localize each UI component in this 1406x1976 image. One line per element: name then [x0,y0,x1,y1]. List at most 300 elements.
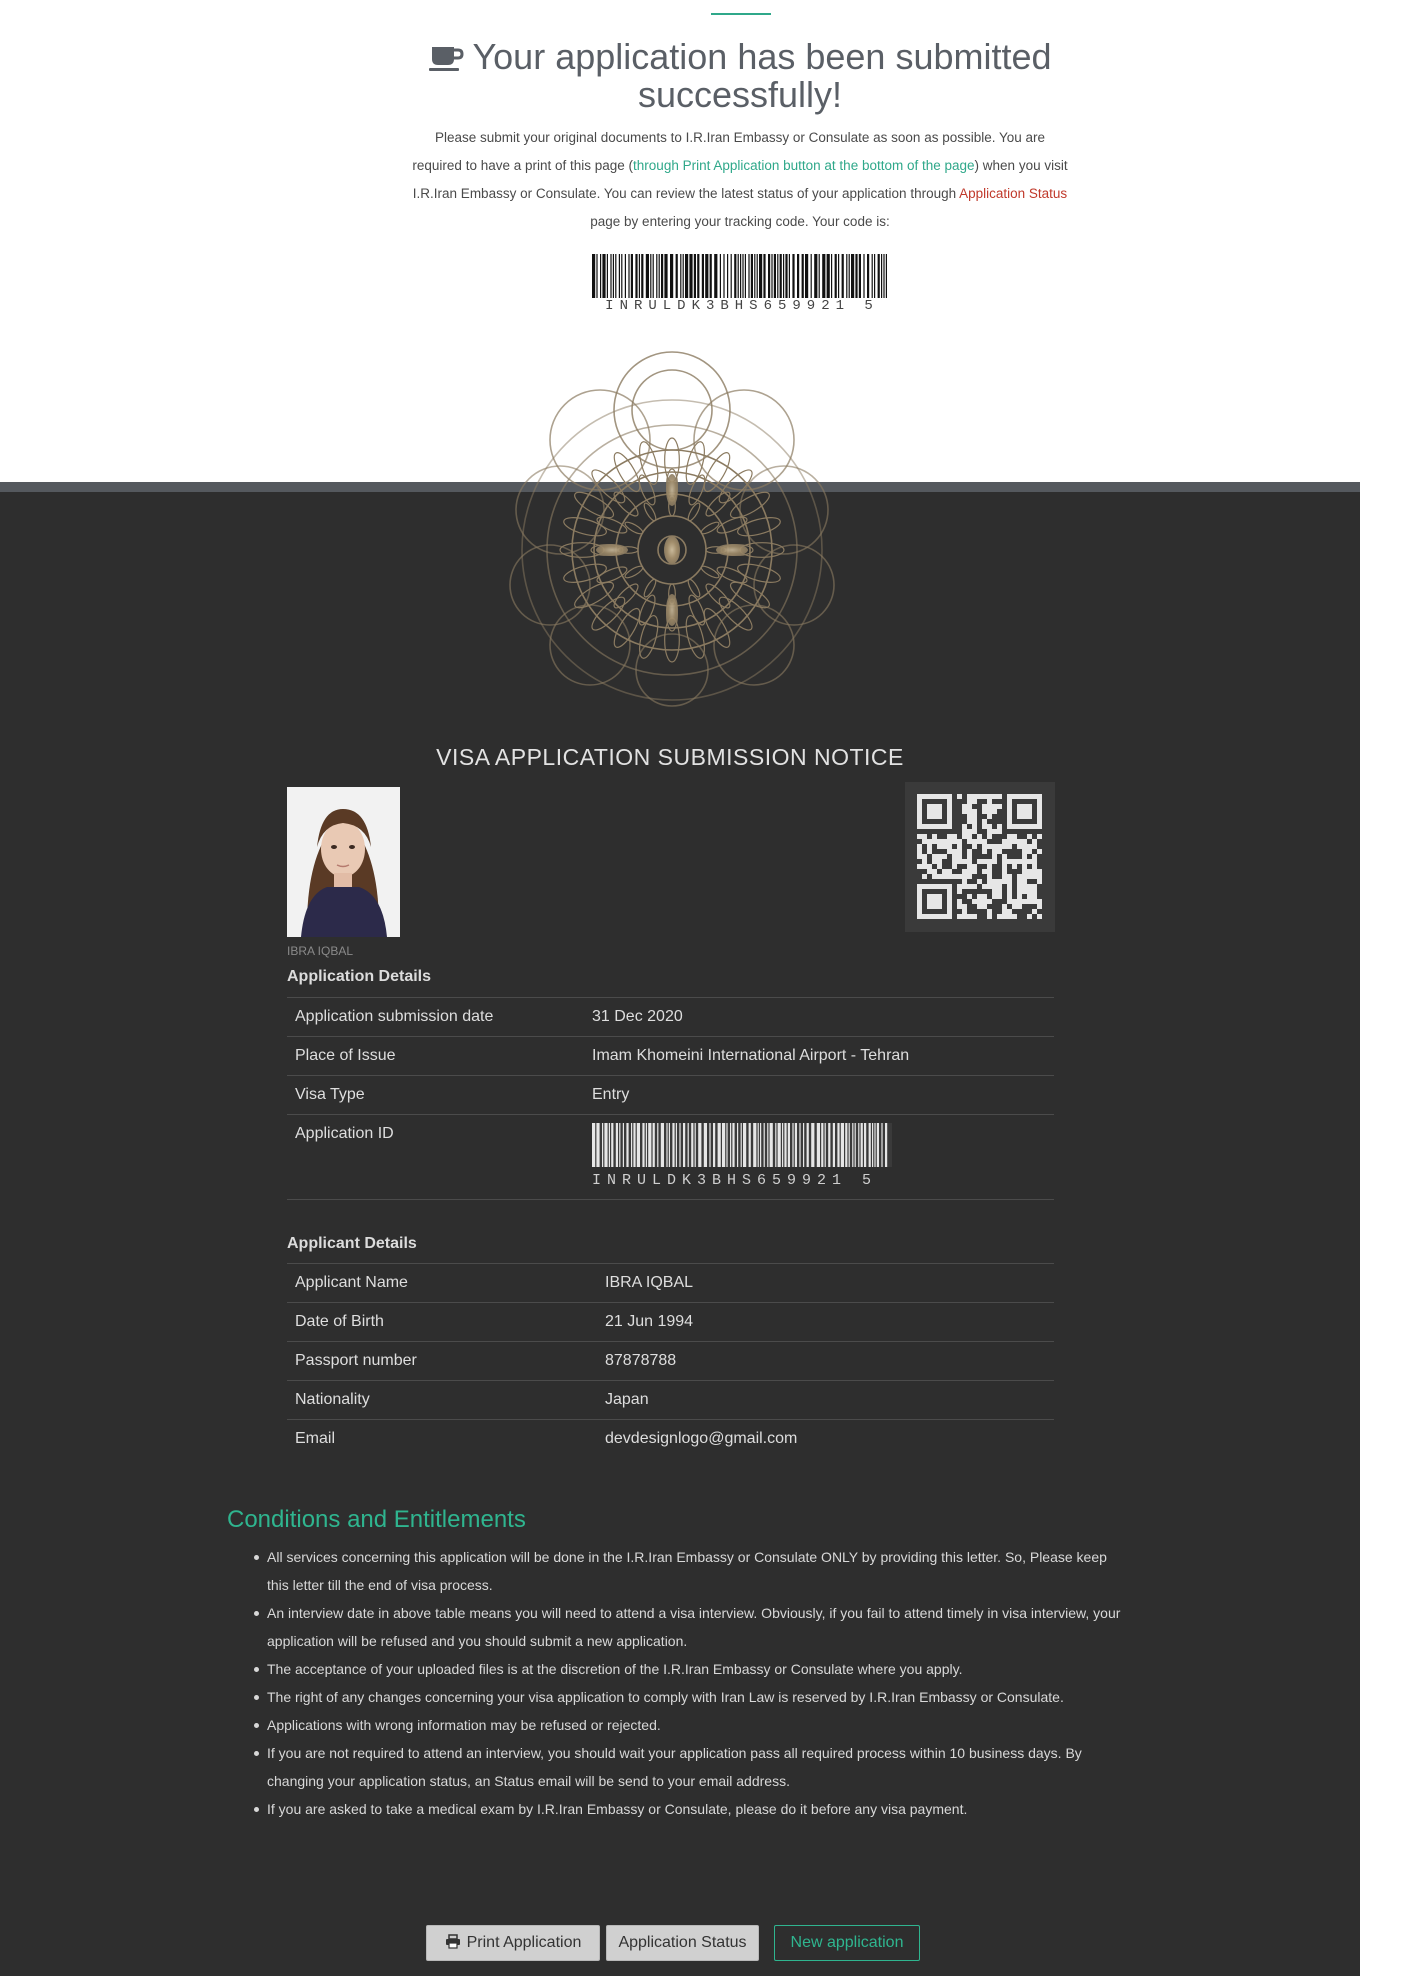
qr-module [927,869,932,874]
qr-module [992,894,997,899]
qr-module [1017,899,1022,904]
qr-module [962,809,967,814]
barcode-bar [852,1123,853,1167]
row-value: Japan [605,1391,649,1408]
barcode-bar [799,1123,800,1167]
qr-module [1012,914,1017,919]
qr-module [942,874,947,879]
barcode-bar [805,254,808,298]
barcode-bar [659,254,660,298]
qr-module [947,849,952,854]
qr-module [952,834,957,839]
qr-module [1022,879,1027,884]
barcode-bar [619,254,620,298]
list-item: If you are asked to take a medical exam by I.R.Iran Embassy or Consulate, please do it before any visa payment. [267,1795,1127,1823]
barcode-bar [616,1123,618,1167]
barcode-bar [749,1123,751,1167]
qr-module [947,839,952,844]
barcode-bar [604,1123,607,1167]
application-status-button[interactable]: Application Status [606,1925,759,1961]
row-label: Nationality [295,1391,370,1408]
row-label: Passport number [295,1352,417,1369]
qr-module [942,839,947,844]
qr-module [1022,869,1027,874]
qr-module [952,859,957,864]
qr-module [997,824,1002,829]
barcode-bar [821,1123,823,1167]
row-value: Imam Khomeini International Airport - Tehran [592,1047,910,1064]
barcode-bar [621,254,622,298]
barcode-bar [833,1123,835,1167]
qr-module [987,884,992,889]
qr-module [992,794,997,799]
qr-module [962,859,967,864]
qr-module [967,894,972,899]
qr-module [992,829,997,834]
barcode-bar [656,254,657,298]
qr-module [1022,839,1027,844]
qr-module [952,839,957,844]
qr-module [1032,844,1037,849]
qr-module [1037,914,1042,919]
barcode-bar [631,1123,632,1167]
top-divider [711,13,771,15]
qr-module [962,904,967,909]
qr-module [1017,874,1022,879]
barcode-bar [741,1123,742,1167]
barcode-bar [743,1123,746,1167]
qr-module [1002,879,1007,884]
qr-module [1007,834,1012,839]
qr-module [967,839,972,844]
barcode-bar [680,254,681,298]
barcode-bar [740,254,741,298]
print-application-button[interactable] [426,1925,600,1961]
qr-module [1007,874,1012,879]
table-row [287,1420,1054,1459]
qr-module [972,864,977,869]
qr-module [917,854,922,859]
barcode-bar [822,254,825,298]
barcode-bar [626,1123,628,1167]
qr-module [1007,909,1012,914]
qr-module [982,869,987,874]
qr-module [987,874,992,879]
application-details-heading: Application Details [287,968,432,985]
barcode-bar [710,254,712,298]
qr-module [937,839,942,844]
qr-module [987,859,992,864]
qr-module [932,834,937,839]
barcode-bar [666,1123,667,1167]
qr-module [967,834,972,839]
qr-module [1017,889,1022,894]
barcode-bar [730,1123,731,1167]
qr-module [917,864,922,869]
barcode-bar [753,1123,756,1167]
qr-module [1027,894,1032,899]
application-status-link[interactable]: Application Status [959,186,1068,201]
barcode-bar [694,254,696,298]
qr-module [937,859,942,864]
barcode-bar [738,254,739,298]
conditions-list [267,1543,1127,1823]
qr-module [922,864,927,869]
qr-module [987,804,992,809]
barcode-bar [775,1123,776,1167]
list-item: The right of any changes concerning your visa application to comply with Iran Law is reserved by I.R.Iran Embassy or Consulate. [267,1683,1127,1711]
qr-module [982,839,987,844]
qr-module [1007,884,1012,889]
qr-module [967,884,972,889]
qr-module [982,804,987,809]
barcode-bar [697,254,699,298]
qr-module [967,819,972,824]
qr-module [1037,849,1042,854]
mandala-petal [686,502,702,523]
qr-module [922,854,927,859]
list-item: Applications with wrong information may be refused or rejected. [267,1711,1127,1739]
qr-module [957,914,962,919]
qr-module [957,889,962,894]
qr-module [977,904,982,909]
barcode-bar [683,1123,685,1167]
qr-module [992,889,997,894]
barcode-bar [727,254,728,298]
barcode-bar [596,1123,599,1167]
qr-module [1017,894,1022,899]
qr-module [1037,874,1042,879]
barcode-bar [764,1123,765,1167]
barcode-bar [723,254,724,298]
qr-module [962,834,967,839]
qr-module [937,874,942,879]
qr-module [1022,874,1027,879]
qr-module [1002,854,1007,859]
qr-module [967,814,972,819]
barcode-bar [792,1123,793,1167]
barcode-bar [774,254,776,298]
qr-module [982,849,987,854]
table-row [287,1076,1054,1115]
qr-module [932,854,937,859]
qr-module [952,849,957,854]
qr-module [987,809,992,814]
barcode-bar [855,254,857,298]
qr-module [972,884,977,889]
barcode-bar [863,254,864,298]
qr-module [972,844,977,849]
applicant-details-table [287,1263,1054,1459]
barcode-bar [709,1123,710,1167]
qr-module [1012,899,1017,904]
mandala-petal [611,489,641,519]
qr-module [967,794,972,799]
qr-module [967,799,972,804]
list-item: An interview date in above table means you will need to attend a visa interview. Obviously, if you fail to attend timely in visa interview, your application will be refused and you should submit a new application. [267,1599,1127,1655]
qr-module [1032,894,1037,899]
barcode-bar [718,1123,721,1167]
qr-module [977,894,982,899]
qr-module [992,849,997,854]
qr-module [1027,834,1032,839]
barcode-bar [751,254,753,298]
qr-module [962,909,967,914]
qr-module [982,819,987,824]
qr-module [1022,854,1027,859]
qr-module [932,839,937,844]
qr-module [967,874,972,879]
qr-module [992,884,997,889]
qr-module [987,834,992,839]
qr-module [1007,899,1012,904]
barcode-bar [702,254,704,298]
qr-module [982,809,987,814]
barcode-bar [767,1123,768,1167]
qr-module [952,854,957,859]
row-value: 31 Dec 2020 [592,1008,683,1025]
application-id-barcode [592,1123,892,1167]
barcode-bar [625,254,626,298]
print-button-label: Print Application [466,1934,582,1951]
qr-module [1017,844,1022,849]
row-label: Visa Type [295,1086,365,1103]
barcode-bar [849,1123,850,1167]
page-title [400,38,1080,114]
qr-module [952,864,957,869]
qr-module [1002,869,1007,874]
qr-module [1027,849,1032,854]
qr-module [1032,864,1037,869]
qr-module [982,904,987,909]
qr-module [957,874,962,879]
barcode-bar [731,254,732,298]
barcode-bar [885,1123,887,1167]
qr-module [1012,864,1017,869]
barcode-bar [770,1123,773,1167]
table-row [287,1342,1054,1381]
barcode-bar [691,1123,693,1167]
barcode-bar [661,254,663,298]
barcode-bar [754,254,755,298]
coffee-cup-icon [428,43,464,73]
barcode-bar [783,254,784,298]
barcode-bar [657,1123,658,1167]
barcode-bar [872,1123,873,1167]
qr-module [957,904,962,909]
notice-text-1: Please submit your original documents to I.R.Iran Embassy or Consulate as soon as possible. You are required to have a print of this page ( [412,130,1046,173]
barcode-bar [714,254,717,298]
qr-module [952,874,957,879]
qr-module [1002,859,1007,864]
barcode-bar [883,254,884,298]
barcode-bar [763,254,765,298]
barcode-bar [720,254,721,298]
qr-module [1027,859,1032,864]
barcode-bar [886,254,887,298]
barcode-bar [842,254,844,298]
qr-module [1032,869,1037,874]
application-details-table [287,997,1054,1200]
qr-module [957,859,962,864]
barcode-bar [759,254,762,298]
qr-module [957,854,962,859]
qr-module [1002,904,1007,909]
qr-module [942,854,947,859]
qr-module [1002,839,1007,844]
qr-module [1017,904,1022,909]
qr-module [1017,879,1022,884]
submission-notice [410,124,1070,236]
new-application-button[interactable]: New application [774,1925,920,1961]
qr-module [967,809,972,814]
barcode-bar [817,1123,820,1167]
qr-module [997,889,1002,894]
qr-module [1002,909,1007,914]
barcode-bar [757,254,758,298]
barcode-bar [611,1123,613,1167]
barcode-bar [602,1123,603,1167]
barcode-bar [641,254,643,298]
barcode-bar [758,1123,759,1167]
barcode-bar [869,1123,871,1167]
barcode-bar [778,1123,781,1167]
barcode-bar [615,254,616,298]
qr-module [987,864,992,869]
barcode-bar [613,254,614,298]
barcode-bar [797,254,799,298]
qr-module [922,839,927,844]
barcode-bar [828,1123,830,1167]
qr-module [957,899,962,904]
qr-module [947,844,952,849]
barcode-bar [811,1123,814,1167]
table-row [287,998,1054,1037]
success-title-text: Your application has been submitted successfully! [472,36,1052,115]
qr-module [1017,884,1022,889]
qr-module [1007,844,1012,849]
barcode-bar [788,1123,790,1167]
qr-module [982,824,987,829]
qr-finder [927,894,942,909]
qr-module [987,844,992,849]
qr-module [1007,839,1012,844]
qr-module [972,869,977,874]
notice-title: VISA APPLICATION SUBMISSION NOTICE [436,744,904,770]
qr-module [957,839,962,844]
barcode-bar [609,1123,610,1167]
row-value: 21 Jun 1994 [605,1313,694,1330]
mandala-petal [642,578,658,599]
barcode-bar [600,254,601,298]
qr-module [972,839,977,844]
qr-module [962,824,967,829]
row-label: Email [295,1430,336,1447]
barcode-bar [704,1123,707,1167]
barcode-bar [777,254,778,298]
barcode-bar [872,254,873,298]
barcode-bar [653,1123,655,1167]
row-label: Place of Issue [295,1047,396,1064]
qr-module [997,849,1002,854]
qr-module [972,829,977,834]
qr-module [932,859,937,864]
qr-module [932,869,937,874]
qr-module [957,844,962,849]
qr-module [957,884,962,889]
qr-module [1012,834,1017,839]
row-label: Date of Birth [295,1313,384,1330]
barcode-bar [878,254,880,298]
qr-module [972,914,977,919]
qr-module [992,859,997,864]
qr-finder [927,804,942,819]
barcode-bar [814,254,817,298]
qr-module [927,844,932,849]
barcode-bar [607,254,608,298]
qr-module [977,879,982,884]
qr-module [997,894,1002,899]
barcode-bar [784,1123,786,1167]
list-item: If you are not required to attend an interview, you should wait your application pass all required process within 10 business days. By changing your application status, an Status email will be send to your email address. [267,1739,1127,1795]
qr-module [972,794,977,799]
barcode-bar [689,254,692,298]
qr-module [962,874,967,879]
barcode-bar [811,254,812,298]
row-label: Applicant Name [295,1274,408,1291]
barcode-bar [633,1123,635,1167]
barcode-bar [855,1123,856,1167]
barcode-bar [596,254,597,298]
row-value: devdesignlogo@gmail.com [605,1430,798,1447]
qr-module [977,794,982,799]
table-row [287,1264,1054,1303]
qr-module [987,914,992,919]
qr-module [1027,874,1032,879]
qr-module [962,829,967,834]
qr-module [922,874,927,879]
qr-module [1007,914,1012,919]
barcode-bar [835,254,837,298]
tracking-barcode [592,254,892,298]
barcode-bar [789,254,790,298]
mandala-petal [700,564,721,580]
barcode-bar [713,1123,715,1167]
barcode-bar [642,1123,644,1167]
table-row [287,1037,1054,1076]
row-label: Application submission date [295,1008,494,1025]
qr-module [917,849,922,854]
qr-module [982,859,987,864]
qr-module [967,849,972,854]
qr-module [1022,859,1027,864]
qr-module [987,824,992,829]
qr-module [937,844,942,849]
barcode-bar [669,1123,670,1167]
print-instructions-link[interactable]: through Print Application button at the bottom of the page [633,158,975,173]
barcode-bar [782,1123,783,1167]
application-id-value: INRULDK3BHS659921 5 [592,1172,878,1189]
printer-icon [445,1934,461,1949]
qr-module [932,874,937,879]
row-value: Entry [592,1086,630,1103]
qr-module [977,839,982,844]
qr-module [1012,839,1017,844]
list-item: All services concerning this application will be done in the I.R.Iran Embassy or Consulate ONLY by providing this letter. So, Please keep this letter till the end of visa process. [267,1543,1127,1599]
barcode-bar [610,254,611,298]
barcode-bar [877,1123,879,1167]
barcode-bar [628,254,629,298]
